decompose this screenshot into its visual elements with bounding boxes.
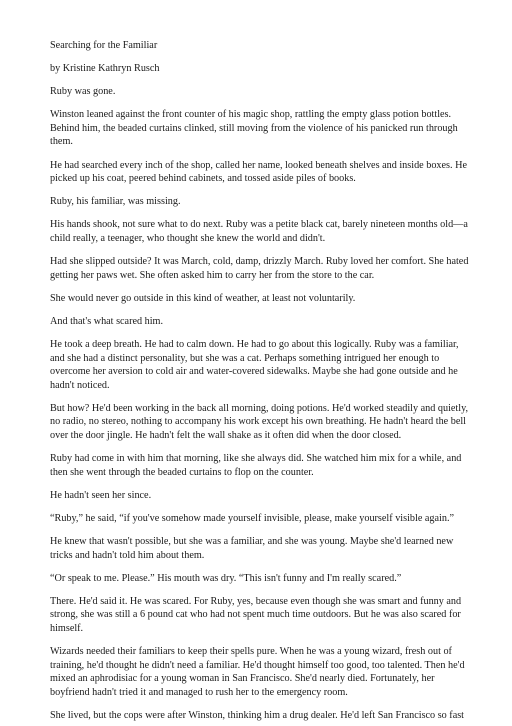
paragraph: His hands shook, not sure what to do next. Ruby was a petite black cat, barely nineteen months old—a child really, a teenager, who thought she knew the world and didn't. [50,219,468,244]
paragraph: Ruby was gone. [50,86,116,98]
paragraph: And that's what scared him. [50,315,164,327]
paragraph: He hadn't seen her since. [50,489,152,501]
paragraph: Ruby, his familiar, was missing. [50,196,181,208]
paragraph: Ruby had come in with him that morning, like she always did. She watched him mix for a while, and then she went through the beaded curtains to flop on the counter. [50,453,462,478]
paragraph: He had searched every inch of the shop, called her name, looked beneath shelves and inside boxes. He picked up his coat, peered behind cabinets, and tossed aside piles of books. [50,159,467,185]
story-byline: by Kristine Kathryn Rusch [50,63,160,75]
paragraph: “Ruby,” he said, “if you've somehow made yourself invisible, please, make yourself visible again.” [50,512,455,524]
paragraph: There. He'd said it. He was scared. For Ruby, yes, because even though she was smart and funny and strong, she was still a 6 pound cat who had not spent much time outdoors. But he was also scared for himself. [50,595,462,634]
paragraph: But how? He'd been working in the back all morning, doing potions. He'd worked steadily and quietly, no radio, no stereo, nothing to accompany his work except his own breathing. He hadn't heard the bell over the door jingle. He hadn't felt the wall shake as it often did when the door closed. [50,402,469,441]
document-body [50,39,470,726]
paragraph: “Or speak to me. Please.” His mouth was dry. “This isn't funny and I'm really scared.” [50,572,402,584]
story-title: Searching for the Familiar [50,40,158,51]
paragraph: He knew that wasn't possible, but she was a familiar, and she was young. Maybe she'd learned new tricks and hadn't told him about them. [50,535,454,561]
paragraph: She lived, but the cops were after Winston, thinking him a drug dealer. He'd left San Francisco so fast [50,709,465,721]
paragraph: Wizards needed their familiars to keep their spells pure. When he was a young wizard, fresh out of training, he'd thought he didn't need a familiar. He'd thought himself too good, too talented. Then he'd mixed an aphrodisiac for a young woman in San Francisco. She'd nearly died. Fortunately, her boyfriend hadn't tried it and managed to rush her to the emergency room. [50,646,465,698]
paragraph: Winston leaned against the front counter of his magic shop, rattling the empty glass potion bottles. Behind him, the beaded curtains clinked, still moving from the violence of his panicked run through them. [50,109,458,148]
paragraph: He took a deep breath. He had to calm down. He had to go about this logically. Ruby was a familiar, and she had a distinct personality, but she was a cat. Perhaps something intrigued her enough to overcome her aversion to cold air and water-covered sidewalks. Maybe she had gone outside and he hadn't noticed. [50,338,459,391]
paragraph: Had she slipped outside? It was March, cold, damp, drizzly March. Ruby loved her comfort. She hated getting her paws wet. She often asked him to carry her from the store to the car. [50,256,469,281]
paragraph: She would never go outside in this kind of weather, at least not voluntarily. [50,292,356,304]
